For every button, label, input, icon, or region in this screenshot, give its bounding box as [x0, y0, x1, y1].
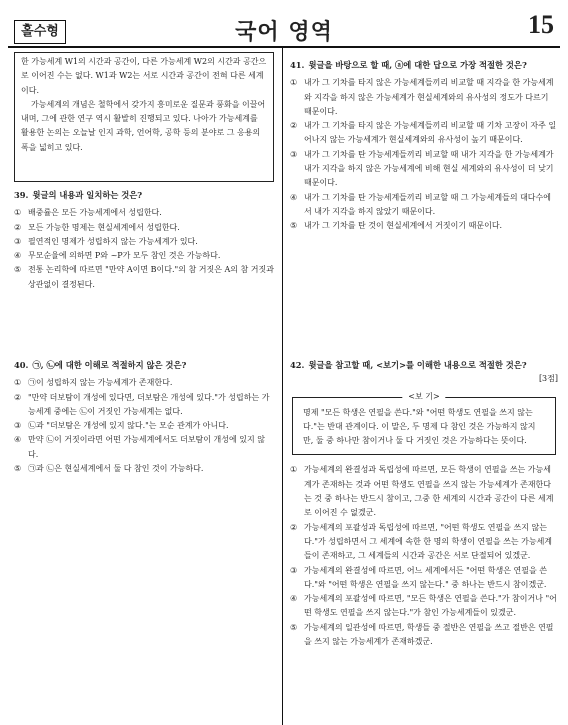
- choice-mark: ①: [290, 78, 298, 88]
- choice-mark: ①: [290, 465, 298, 475]
- choice-text: 내가 그 기차를 탄 가능세계들끼리 비교할 때 그 가능세계들의 대다수에서 내가 지각을 하지 않았기 때문이다.: [304, 192, 551, 216]
- subject-title: 국어 영역: [235, 20, 333, 45]
- choice-text: 무모순율에 의하면 P와 ~P가 모두 참인 것은 가능하다.: [28, 251, 221, 261]
- choice-mark: ④: [14, 251, 22, 261]
- choice-text: 배중률은 모든 가능세계에서 성립한다.: [28, 208, 162, 218]
- question-text: 윗글의 내용과 일치하는 것은?: [32, 190, 143, 200]
- choice-text: "만약 더보탐이 개성에 있다면, 더보탐은 개성에 있다."가 성립하는 가능세계 중에는 ㉡이 거짓인 가능세계는 없다.: [28, 392, 270, 416]
- choice-text: 만약 ㉡이 거짓이라면 어떤 가능세계에서도 더보탐이 개성에 있지 않다.: [28, 435, 265, 459]
- choice-mark: ②: [14, 392, 22, 402]
- choice-text: 내가 그 기차를 타지 않은 가능세계들끼리 비교할 때 지각을 한 가능세계와 지각을 하지 않은 가능세계가 현실세계와의 유사성의 정도가 다르기 때문이다.: [304, 78, 554, 116]
- choice-mark: ①: [14, 378, 22, 388]
- choice-1[interactable]: [14, 376, 274, 390]
- choice-mark: ③: [14, 421, 22, 431]
- choice-5[interactable]: [14, 462, 274, 476]
- choice-mark: ③: [14, 236, 22, 246]
- choice-text: 가능세계의 일관성에 따르면, 학생들 중 절반은 연필을 쓰고 절반은 연필을 쓰지 않는 가능세계가 존재하겠군.: [304, 622, 554, 647]
- choice-3[interactable]: [290, 148, 558, 191]
- choice-1[interactable]: [290, 76, 558, 119]
- choice-2[interactable]: [290, 119, 558, 148]
- points-label: [3점]: [538, 374, 558, 384]
- choice-3[interactable]: [14, 419, 274, 433]
- question-39: [14, 188, 274, 292]
- choice-mark: ⑤: [14, 464, 22, 474]
- page-number: 15: [528, 10, 554, 39]
- column-divider: [282, 48, 283, 725]
- choice-text: 내가 그 기차를 타지 않은 가능세계들끼리 비교할 때 기차 고장이 자주 일어나지 않는 가능세계가 현실세계와의 유사성이 높기 때문이다.: [304, 121, 557, 145]
- choice-mark: ②: [290, 522, 298, 532]
- choice-4[interactable]: [14, 249, 274, 263]
- choice-text: 내가 그 기차를 탄 가능세계들끼리 비교할 때 내가 지각을 한 가능세계가 내가 지각을 하지 않은 가능세계에 비해 현실 세계와의 유사성이 더 낮기 때문이다.: [304, 149, 554, 188]
- choice-mark: ②: [14, 222, 22, 232]
- choice-5[interactable]: [14, 263, 274, 292]
- question-number: 42.: [290, 360, 305, 370]
- question-number: 41.: [290, 60, 305, 70]
- choice-3[interactable]: [290, 564, 558, 593]
- choice-2[interactable]: [14, 391, 274, 420]
- question-number: 40.: [14, 360, 29, 370]
- question-40: [14, 358, 274, 476]
- choice-text: 모든 가능한 명제는 현실세계에서 성립한다.: [28, 222, 180, 232]
- choice-1[interactable]: [290, 463, 558, 520]
- choice-mark: ⑤: [290, 622, 298, 632]
- choice-mark: ⑤: [14, 265, 22, 275]
- choice-mark: ②: [290, 121, 298, 131]
- choice-mark: ④: [290, 192, 298, 202]
- passage-box: [14, 52, 274, 182]
- choice-mark: ⑤: [290, 221, 298, 231]
- choice-mark: ③: [290, 149, 298, 159]
- header-rule: [8, 46, 560, 48]
- question-text: 윗글을 바탕으로 할 때, ⓐ에 대한 답으로 가장 적절한 것은?: [308, 60, 527, 70]
- choice-mark: ④: [14, 435, 22, 445]
- choice-text: 필연적인 명제가 성립하지 않는 가능세계가 있다.: [28, 236, 198, 246]
- choice-text: 내가 그 기차를 탄 것이 현실세계에서 거짓이기 때문이다.: [304, 221, 503, 231]
- choice-5[interactable]: [290, 219, 558, 233]
- choice-text: 가능세계의 완결성에 따르면, 어느 세계에서든 "어떤 학생은 연필을 쓴다."와 "어떤 학생은 연필을 쓰지 않는다." 중 하나는 반드시 참이겠군.: [304, 565, 547, 589]
- choice-2[interactable]: [290, 521, 558, 564]
- choice-text: ㉠이 성립하지 않는 가능세계가 존재한다.: [28, 378, 173, 388]
- choice-text: 가능세계의 포괄성과 독립성에 따르면, "어떤 학생도 연필을 쓰지 않는다."가 성립하면서 그 세계에 속한 한 명의 학생이 연필을 쓰는 가능세계들이 존재하고, 그 세계들의 시간과 공간은 서로 단절되어 있겠군.: [304, 522, 553, 561]
- choice-mark: ①: [14, 208, 22, 218]
- question-stem: [290, 358, 558, 372]
- question-text: 윗글을 참고할 때, <보기>를 이해한 내용으로 적절한 것은?: [308, 360, 527, 370]
- question-41: [290, 58, 558, 234]
- passage-paragraph: 가능세계의 개념은 철학에서 갖가지 흥미로운 질문과 풍화을 이끌어 내며, 그에 관한 연구 역시 활발히 진행되고 있다. 나아가 가능세계를 활용한 논의는 오늘날 인지 과학, 언어학, 공학 등의 분야로 그 응용의 폭을 넓히고 있다.: [21, 99, 266, 152]
- choice-3[interactable]: [14, 235, 274, 249]
- choice-5[interactable]: [290, 621, 558, 650]
- passage-paragraph: 한 가능세계 W1의 시간과 공간이, 다른 가능세계 W2의 시간과 공간으로 이어진 수는 없다. W1과 W2는 서로 시간과 공간이 전혀 다른 세계이다.: [21, 57, 267, 95]
- choice-2[interactable]: [14, 221, 274, 235]
- question-stem: [290, 58, 558, 72]
- question-text: ㉠, ㉡에 대한 이해로 적절하지 않은 것은?: [32, 360, 187, 370]
- bogi-box: [292, 391, 556, 456]
- bogi-text: 명제 "모든 학생은 연필을 쓴다."와 "어떤 학생도 연필을 쓰지 않는다."는 반대 관계이다. 이 말은, 두 명제 다 참인 것은 가능하지 않지만, 둘 중 하나만 참이거나 둘 다 거짓인 것은 가능하다는 뜻이다.: [303, 407, 536, 446]
- choice-mark: ③: [290, 565, 298, 575]
- choice-4[interactable]: [14, 433, 274, 462]
- choice-1[interactable]: [14, 206, 274, 220]
- exam-type-label: 홀수형: [14, 20, 66, 44]
- question-stem: [14, 358, 274, 372]
- question-stem: [14, 188, 274, 202]
- question-number: 39.: [14, 190, 29, 200]
- choice-4[interactable]: [290, 191, 558, 220]
- choice-text: ㉠과 ㉡은 현실세계에서 둘 다 참인 것이 가능하다.: [28, 464, 204, 474]
- choice-mark: ④: [290, 594, 298, 604]
- choice-text: 전통 논리학에 따르면 "만약 A이면 B이다."의 참 거짓은 A의 참 거짓과 상관없이 결정된다.: [28, 265, 274, 289]
- choice-text: 가능세계의 완결성과 독립성에 따르면, 모든 학생이 연필을 쓰는 가능세계가 존재하는 것과 어떤 학생도 연필을 쓰지 않는 가능세계가 존재한다는 것 중 하나는 반드시 참이고, 그중 한 세계의 시간과 공간이 다른 세계로 이어진 수 없겠군.: [304, 465, 554, 518]
- choice-text: 가능세계의 포괄성에 따르면, "모든 학생은 연필을 쓴다."가 참이거나 "어떤 학생도 연필을 쓰지 않는다."가 참인 가능세계들이 있겠군.: [304, 594, 557, 618]
- choice-text: ㉡과 "더보탐은 개성에 있지 않다."는 모순 관계가 아니다.: [28, 421, 229, 431]
- bogi-label: <보 기>: [402, 390, 445, 404]
- choice-4[interactable]: [290, 592, 558, 621]
- question-42: [290, 358, 558, 649]
